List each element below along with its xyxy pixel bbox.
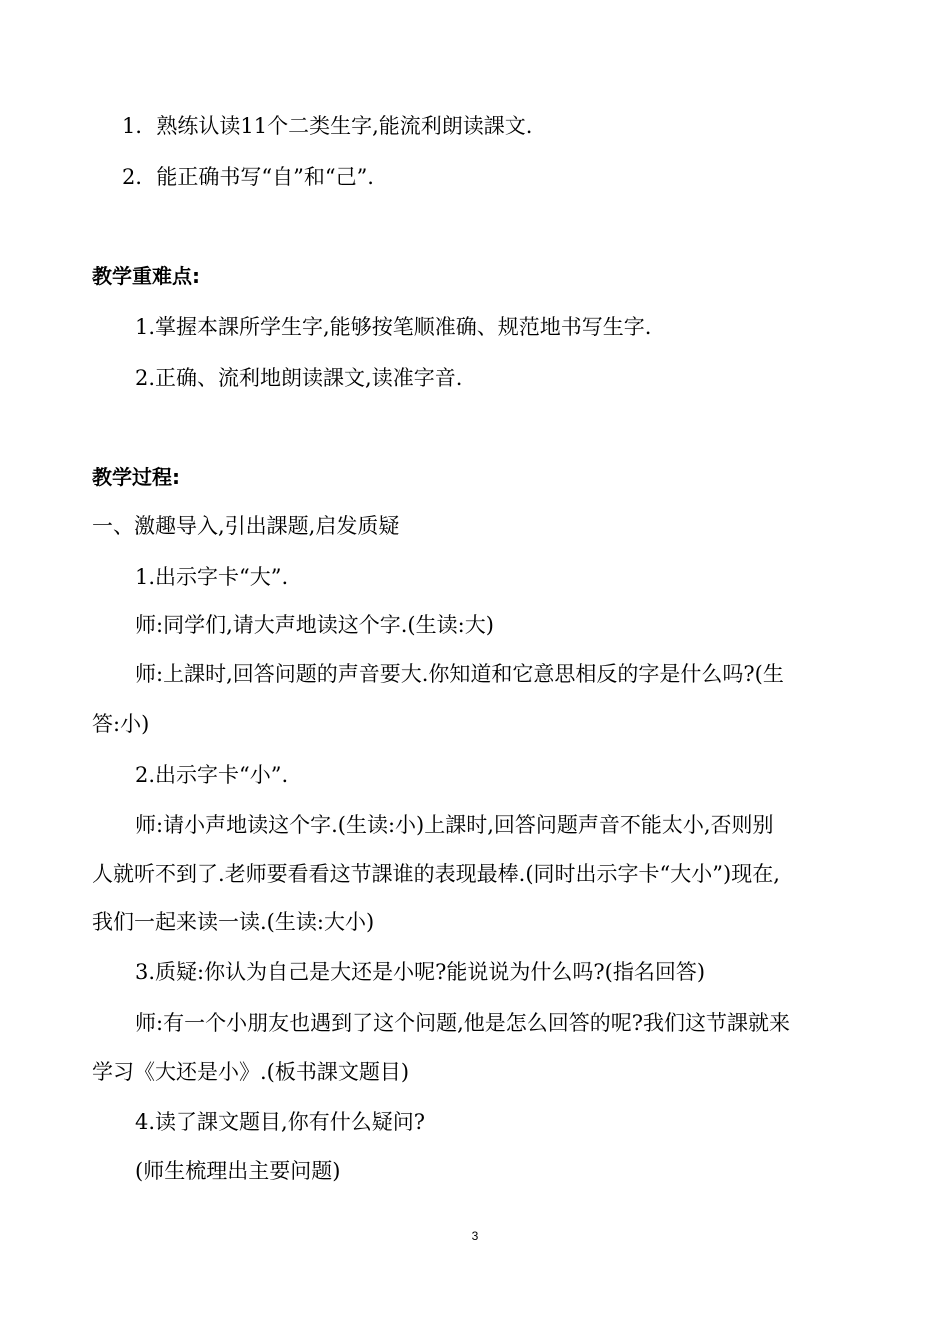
page-number: 3 [471, 1229, 479, 1243]
body-line: 我们一起来读一读.(生读:大小) [92, 910, 375, 934]
objective-2: 2．能正确书写“自”和“己”. [122, 165, 374, 189]
body-line: 师:有一个小朋友也遇到了这个问题,他是怎么回答的呢?我们这节課就来 [135, 1011, 791, 1035]
process-heading: 教学过程: [92, 465, 180, 489]
body-line: 师:上課时,回答问题的声音要大.你知道和它意思相反的字是什么吗?(生 [135, 662, 784, 686]
body-line: (师生梳理出主要问题) [135, 1159, 341, 1183]
key-point-2: 2.正确、流利地朗读課文,读准字音. [135, 366, 463, 390]
body-line: 师:请小声地读这个字.(生读:小)上課时,回答问题声音不能太小,否则别 [135, 813, 774, 837]
body-line: 4.读了課文题目,你有什么疑问? [135, 1110, 425, 1134]
body-line: 人就听不到了.老师要看看这节課谁的表现最棒.(同时出示字卡“大小”)现在, [92, 862, 780, 886]
objective-1: 1．熟练认读11个二类生字,能流利朗读課文. [122, 114, 533, 138]
key-points-heading: 教学重难点: [92, 264, 200, 288]
body-line: 2.出示字卡“小”. [135, 763, 289, 787]
body-line: 师:同学们,请大声地读这个字.(生读:大) [135, 613, 494, 637]
body-line: 学习《大还是小》.(板书課文题目) [92, 1060, 410, 1084]
body-line: 1.出示字卡“大”. [135, 565, 289, 589]
key-point-1: 1.掌握本課所学生字,能够按笔顺准确、规范地书写生字. [135, 315, 652, 339]
body-line: 答:小) [92, 712, 150, 736]
body-line: 3.质疑:你认为自己是大还是小呢?能说说为什么吗?(指名回答) [135, 960, 706, 984]
section-title: 一、激趣导入,引出課题,启发质疑 [92, 514, 400, 538]
